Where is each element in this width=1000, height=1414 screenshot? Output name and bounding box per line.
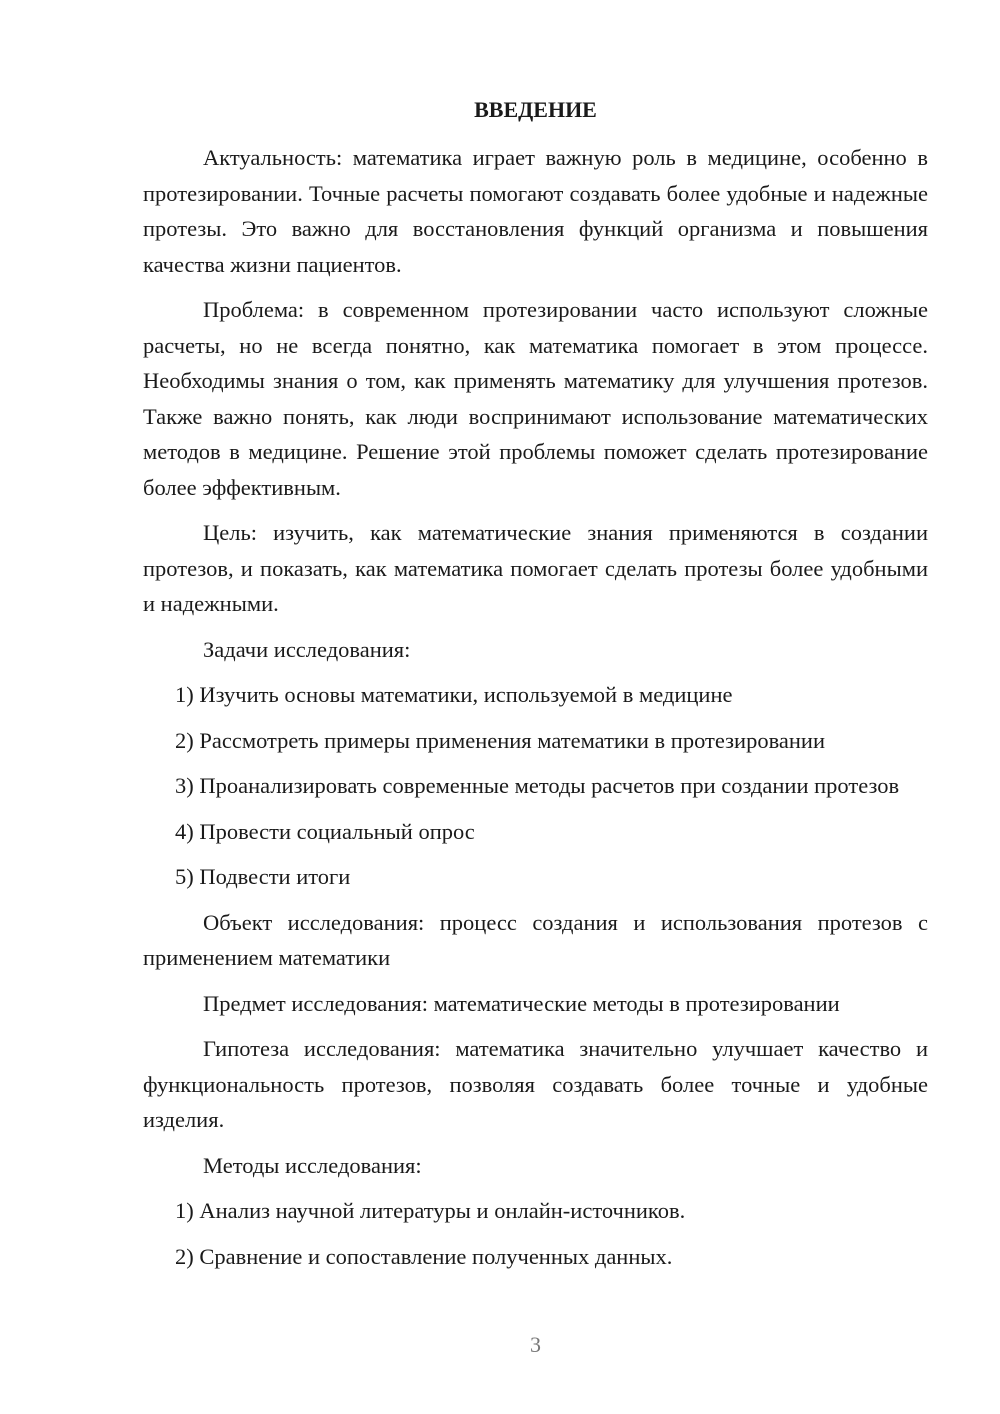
paragraph-research-subject: Предмет исследования: математические методы в протезировании [203,990,840,1016]
list-item-task-1: 1) Изучить основы математики, используемой в медицине [175,682,733,707]
document-page [143,0,928,1414]
paragraph-relevance: Актуальность: математика играет важную роль в медицине, особенно в протезировании. Точные расчеты помогают создавать более удобные и надежные протезы. Это важно для восстановления функций организма и повышения качества жизни пациентов. [143,145,928,277]
page-number: 3 [530,1332,541,1357]
list-item-method-1: 1) Анализ научной литературы и онлайн-источников. [175,1198,686,1223]
paragraph-methods-heading: Методы исследования: [203,1152,422,1178]
list-item-method-2: 2) Сравнение и сопоставление полученных данных. [175,1243,673,1269]
paragraph-goal: Цель: изучить, как математические знания применяются в создании протезов, и показать, как математика помогает сделать протезы более удобными и надежными. [143,520,928,616]
document-body [143,140,928,1284]
paragraph-problem: Проблема: в современном протезировании часто используют сложные расчеты, но не всегда понятно, как математика помогает в этом процессе. Необходимы знания о том, как применять математику для улучшения протезов. Также важно понять, как люди воспринимают использование математических методов в медицине. Решение этой проблемы поможет сделать протезирование более эффективным. [143,297,928,500]
paragraph-tasks-heading: Задачи исследования: [203,636,411,662]
list-item-task-3: 3) Проанализировать современные методы расчетов при создании протезов [175,773,900,798]
paragraph-hypothesis: Гипотеза исследования: математика значительно улучшает качество и функциональность протезов, позволяя создавать более точные и удобные изделия. [143,1036,928,1132]
list-item-task-4: 4) Провести социальный опрос [175,818,475,844]
list-item-task-5: 5) Подвести итоги [175,864,351,889]
page-title: ВВЕДЕНИЕ [474,97,597,122]
list-item-task-2: 2) Рассмотреть примеры применения математики в протезировании [175,727,826,753]
paragraph-research-object: Объект исследования: процесс создания и использования протезов с применением математики [143,909,928,970]
